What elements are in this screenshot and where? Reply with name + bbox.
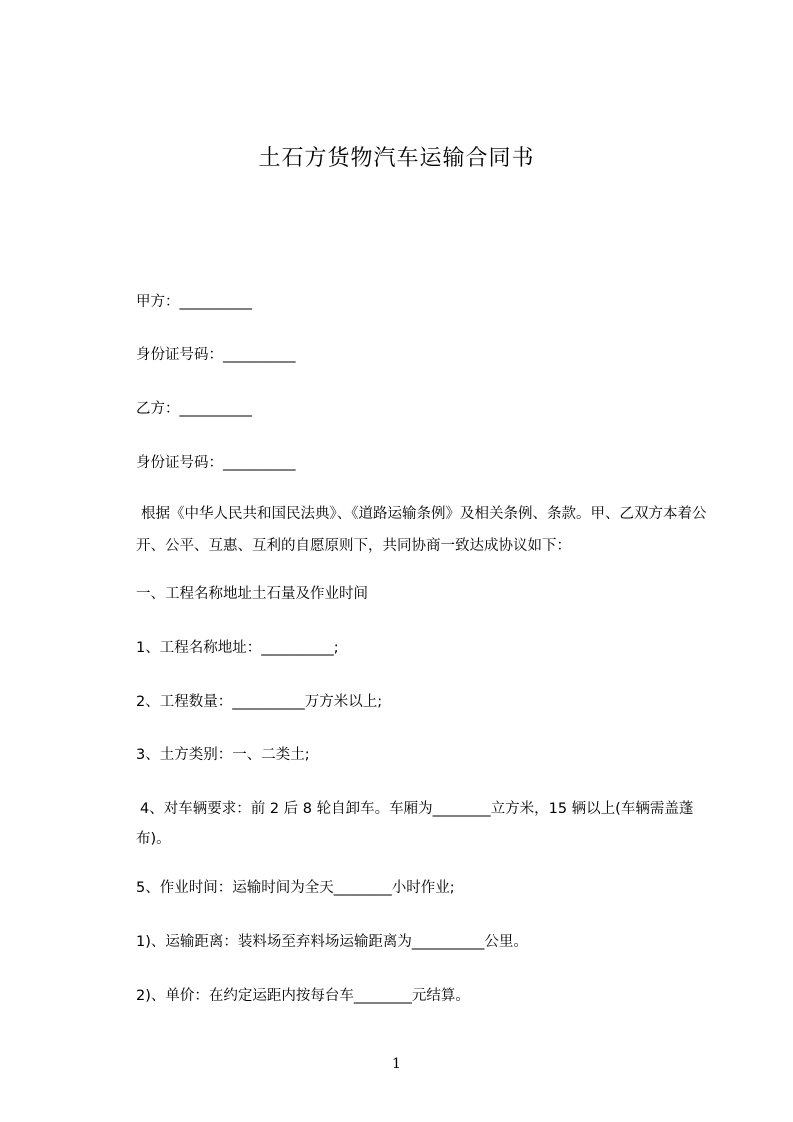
party-a-id-line: 身份证号码：__________ xyxy=(136,347,296,363)
party-b-id-line: 身份证号码：__________ xyxy=(136,455,296,471)
party-a-line: 甲方：__________ xyxy=(136,294,252,310)
sub-item-2: 2)、单价：在约定运距内按每台车________元结算。 xyxy=(136,988,470,1004)
item-2: 2、工程数量：__________万方米以上; xyxy=(136,694,383,710)
item-5: 5、作业时间：运输时间为全天________小时作业; xyxy=(136,880,455,896)
item-1: 1、工程名称地址：__________; xyxy=(136,640,339,656)
page-number: 1 xyxy=(392,1056,401,1072)
intro-paragraph: 根据《中华人民共和国民法典》、《道路运输条例》及相关条例、条款。甲、乙双方本着公开、公平、互惠、互利的自愿原则下，共同协商一致达成协议如下： xyxy=(136,506,707,554)
party-b-line: 乙方：__________ xyxy=(136,401,252,417)
sub-item-1: 1)、运输距离：装料场至弃料场运输距离为__________公里。 xyxy=(136,934,528,950)
item-4: 4、对车辆要求：前 2 后 8 轮自卸车。车厢为________立方米，15 辆以上(车辆需盖蓬布)。 xyxy=(136,801,694,847)
section-1-heading: 一、工程名称地址土石量及作业时间 xyxy=(136,586,368,602)
document-title: 土石方货物汽车运输合同书 xyxy=(258,146,535,171)
item-3: 3、土方类别：一、二类土; xyxy=(136,747,310,763)
